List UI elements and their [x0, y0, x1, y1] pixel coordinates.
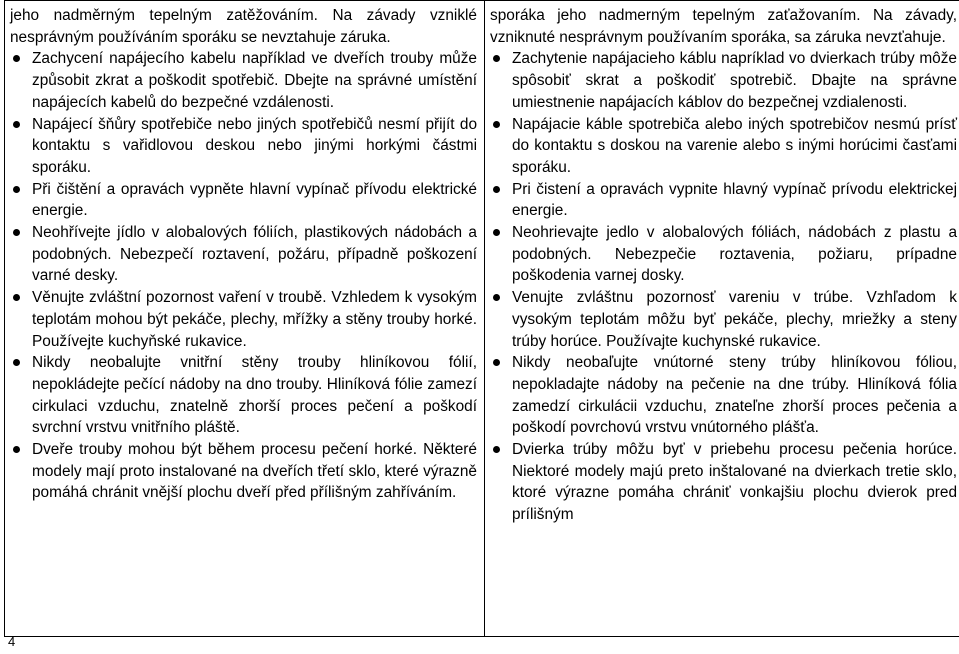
bullet-icon	[13, 446, 20, 453]
czech-bullet-list	[10, 48, 477, 504]
slovak-list-item-text: Nikdy neobaľujte vnútorné steny trúby hliníkovou fóliou, nepokladajte nádoby na pečenie na dne trúby. Hliníková fólia zamedzí cirkulácii vzduchu, znateľne zhorší proces pečenia a poškodí povrchovú vrstvu vnútorného plášťa.	[512, 354, 957, 437]
slovak-list-item	[490, 179, 957, 222]
slovak-list-item-text: Venujte zvláštnu pozornosť vareniu v trúbe. Vzhľadom k vysokým teplotám môžu byť pekáče, plechy, mriežky a steny trúby horúce. Používajte kuchynské rukavice.	[512, 289, 957, 350]
czech-list-item-text: Při čištění a opravách vypněte hlavní vypínač přívodu elektrické energie.	[32, 180, 477, 220]
slovak-list-item	[490, 48, 957, 113]
bullet-icon	[493, 186, 500, 193]
slovak-list-item-text: Napájacie káble spotrebiča alebo iných spotrebičov nesmú prísť do kontaktu s doskou na varenie alebo s inými horúcimi časťami sporáku.	[512, 115, 957, 176]
slovak-bullet-list	[490, 48, 957, 525]
bullet-icon	[493, 121, 500, 128]
slovak-list-item-text: Dvierka trúby môžu byť v priebehu procesu pečenia horúce. Niektoré modely majú preto inštalované na dvierkach tretie sklo, ktoré výrazne pomáha chrániť vonkajšiu plochu dvierok pred prílišným	[512, 441, 957, 524]
table-row	[5, 1, 959, 637]
slovak-list-item	[490, 439, 957, 526]
slovak-list-item	[490, 287, 957, 352]
czech-list-item-text: Neohřívejte jídlo v alobalových fóliích, plastikových nádobách a podobných. Nebezpečí roztavení, požáru, případně poškození varné desky.	[32, 224, 477, 285]
czech-list-item-text: Věnujte zvláštní pozornost vaření v troubě. Vzhledem k vysokým teplotám mohou být pekáče, plechy, mřížky a stěny trouby horké. Používejte kuchyňské rukavice.	[32, 289, 477, 350]
slovak-list-item-text: Pri čistení a opravách vypnite hlavný vypínač prívodu elektrickej energie.	[512, 180, 957, 220]
bullet-icon	[13, 186, 20, 193]
czech-list-item	[10, 439, 477, 504]
slovak-list-item-text: Neohrievajte jedlo v alobalových fóliách, nádobách z plastu a podobných. Nebezpečie roztavenia, požiaru, prípadne poškodenia varnej dosky.	[512, 224, 957, 285]
czech-list-item	[10, 287, 477, 352]
bullet-icon	[493, 294, 500, 301]
czech-list-item	[10, 114, 477, 179]
czech-list-item-text: Zachycení napájecího kabelu například ve dveřích trouby může způsobit zkrat a poškodit spotřebič. Dbejte na správné umístění napájecích kabelů do bezpečné vzdálenosti.	[32, 50, 477, 111]
czech-list-item-text: Nikdy neobalujte vnitřní stěny trouby hliníkovou fólií, nepokládejte pečící nádoby na dno trouby. Hliníková fólie zamezí cirkulaci vzduchu, znatelně zhorší proces pečení a poškodí svrchní vrstvu vnitřního pláště.	[32, 354, 477, 437]
slovak-column	[485, 1, 959, 637]
bullet-icon	[493, 359, 500, 366]
bullet-icon	[493, 55, 500, 62]
slovak-list-item	[490, 352, 957, 439]
bullet-icon	[13, 359, 20, 366]
slovak-intro-paragraph: sporáka jeho nadmerným tepelným zaťažovaním. Na závady, vzniknuté nesprávnym používaním sporáka, sa záruka nevzťahuje.	[490, 7, 957, 46]
bullet-icon	[13, 294, 20, 301]
bullet-icon	[13, 55, 20, 62]
slovak-list-item-text: Zachytenie napájacieho káblu napríklad vo dvierkach trúby môže spôsobiť skrat a poškodiť spotrebič. Dbajte na správne umiestnenie napájacích káblov do bezpečnej vzdialenosti.	[512, 50, 957, 111]
czech-list-item-text: Napájecí šňůry spotřebiče nebo jiných spotřebičů nesmí přijít do kontaktu s vařidlovou deskou nebo jinými horkými částmi sporáku.	[32, 115, 477, 176]
czech-list-item	[10, 352, 477, 439]
czech-list-item	[10, 222, 477, 287]
czech-intro-paragraph: jeho nadměrným tepelným zatěžováním. Na závady vzniklé nesprávným používáním sporáku se nevztahuje záruka.	[10, 7, 477, 46]
page-number: 4	[8, 634, 16, 649]
bullet-icon	[493, 446, 500, 453]
slovak-list-item	[490, 114, 957, 179]
bullet-icon	[493, 229, 500, 236]
bullet-icon	[13, 121, 20, 128]
czech-list-item	[10, 179, 477, 222]
bullet-icon	[13, 229, 20, 236]
czech-list-item	[10, 48, 477, 113]
slovak-list-item	[490, 222, 957, 287]
czech-list-item-text: Dveře trouby mohou být během procesu pečení horké. Některé modely mají proto instalované na dveřích třetí sklo, které výrazně pomáhá chránit vnější plochu dveří před přílišným zahříváním.	[32, 441, 477, 502]
czech-column	[5, 1, 485, 637]
bilingual-text-table	[4, 0, 959, 637]
